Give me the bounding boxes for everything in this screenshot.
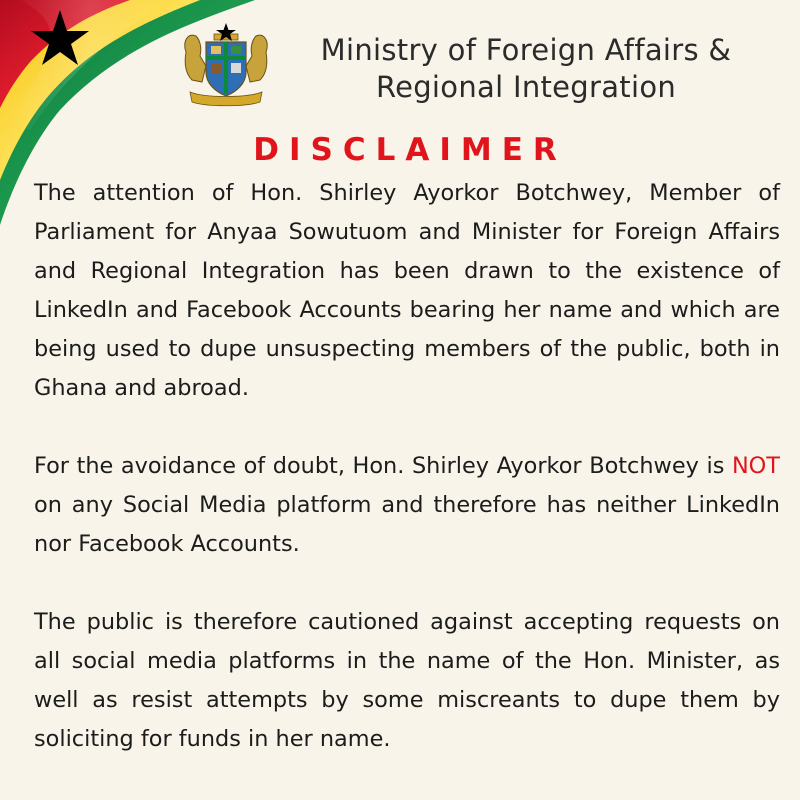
paragraph-3: The public is therefore cautioned against accepting requests on all social media platforms in the name of the Hon. Minister, as well as resist attempts by some miscreants to dupe them by soliciting for funds in her name.	[34, 609, 780, 752]
paragraph-2	[34, 447, 780, 564]
ministry-name-line-1: Ministry of Foreign Affairs &	[320, 33, 732, 67]
paragraph-1: The attention of Hon. Shirley Ayorkor Botchwey, Member of Parliament for Anyaa Sowutuom and Minister for Foreign Affairs and Regional Integration has been drawn to the existence of LinkedIn and Facebook Accounts bearing her name and which are being used to dupe unsuspecting members of the public, both in Ghana and abroad.	[34, 180, 780, 401]
ministry-header	[180, 22, 780, 112]
ministry-name	[276, 32, 776, 106]
ghana-coat-of-arms-icon	[180, 22, 272, 108]
disclaimer-heading: DISCLAIMER	[253, 132, 567, 168]
disclaimer-body	[34, 174, 780, 798]
paragraph-2-end: on any Social Media platform and therefore has neither LinkedIn nor Facebook Accounts.	[34, 492, 780, 557]
not-emphasis: NOT	[731, 453, 780, 479]
paragraph-2-start: For the avoidance of doubt, Hon. Shirley Ayorkor Botchwey is	[34, 453, 732, 479]
ministry-name-line-2: Regional Integration	[375, 70, 677, 104]
